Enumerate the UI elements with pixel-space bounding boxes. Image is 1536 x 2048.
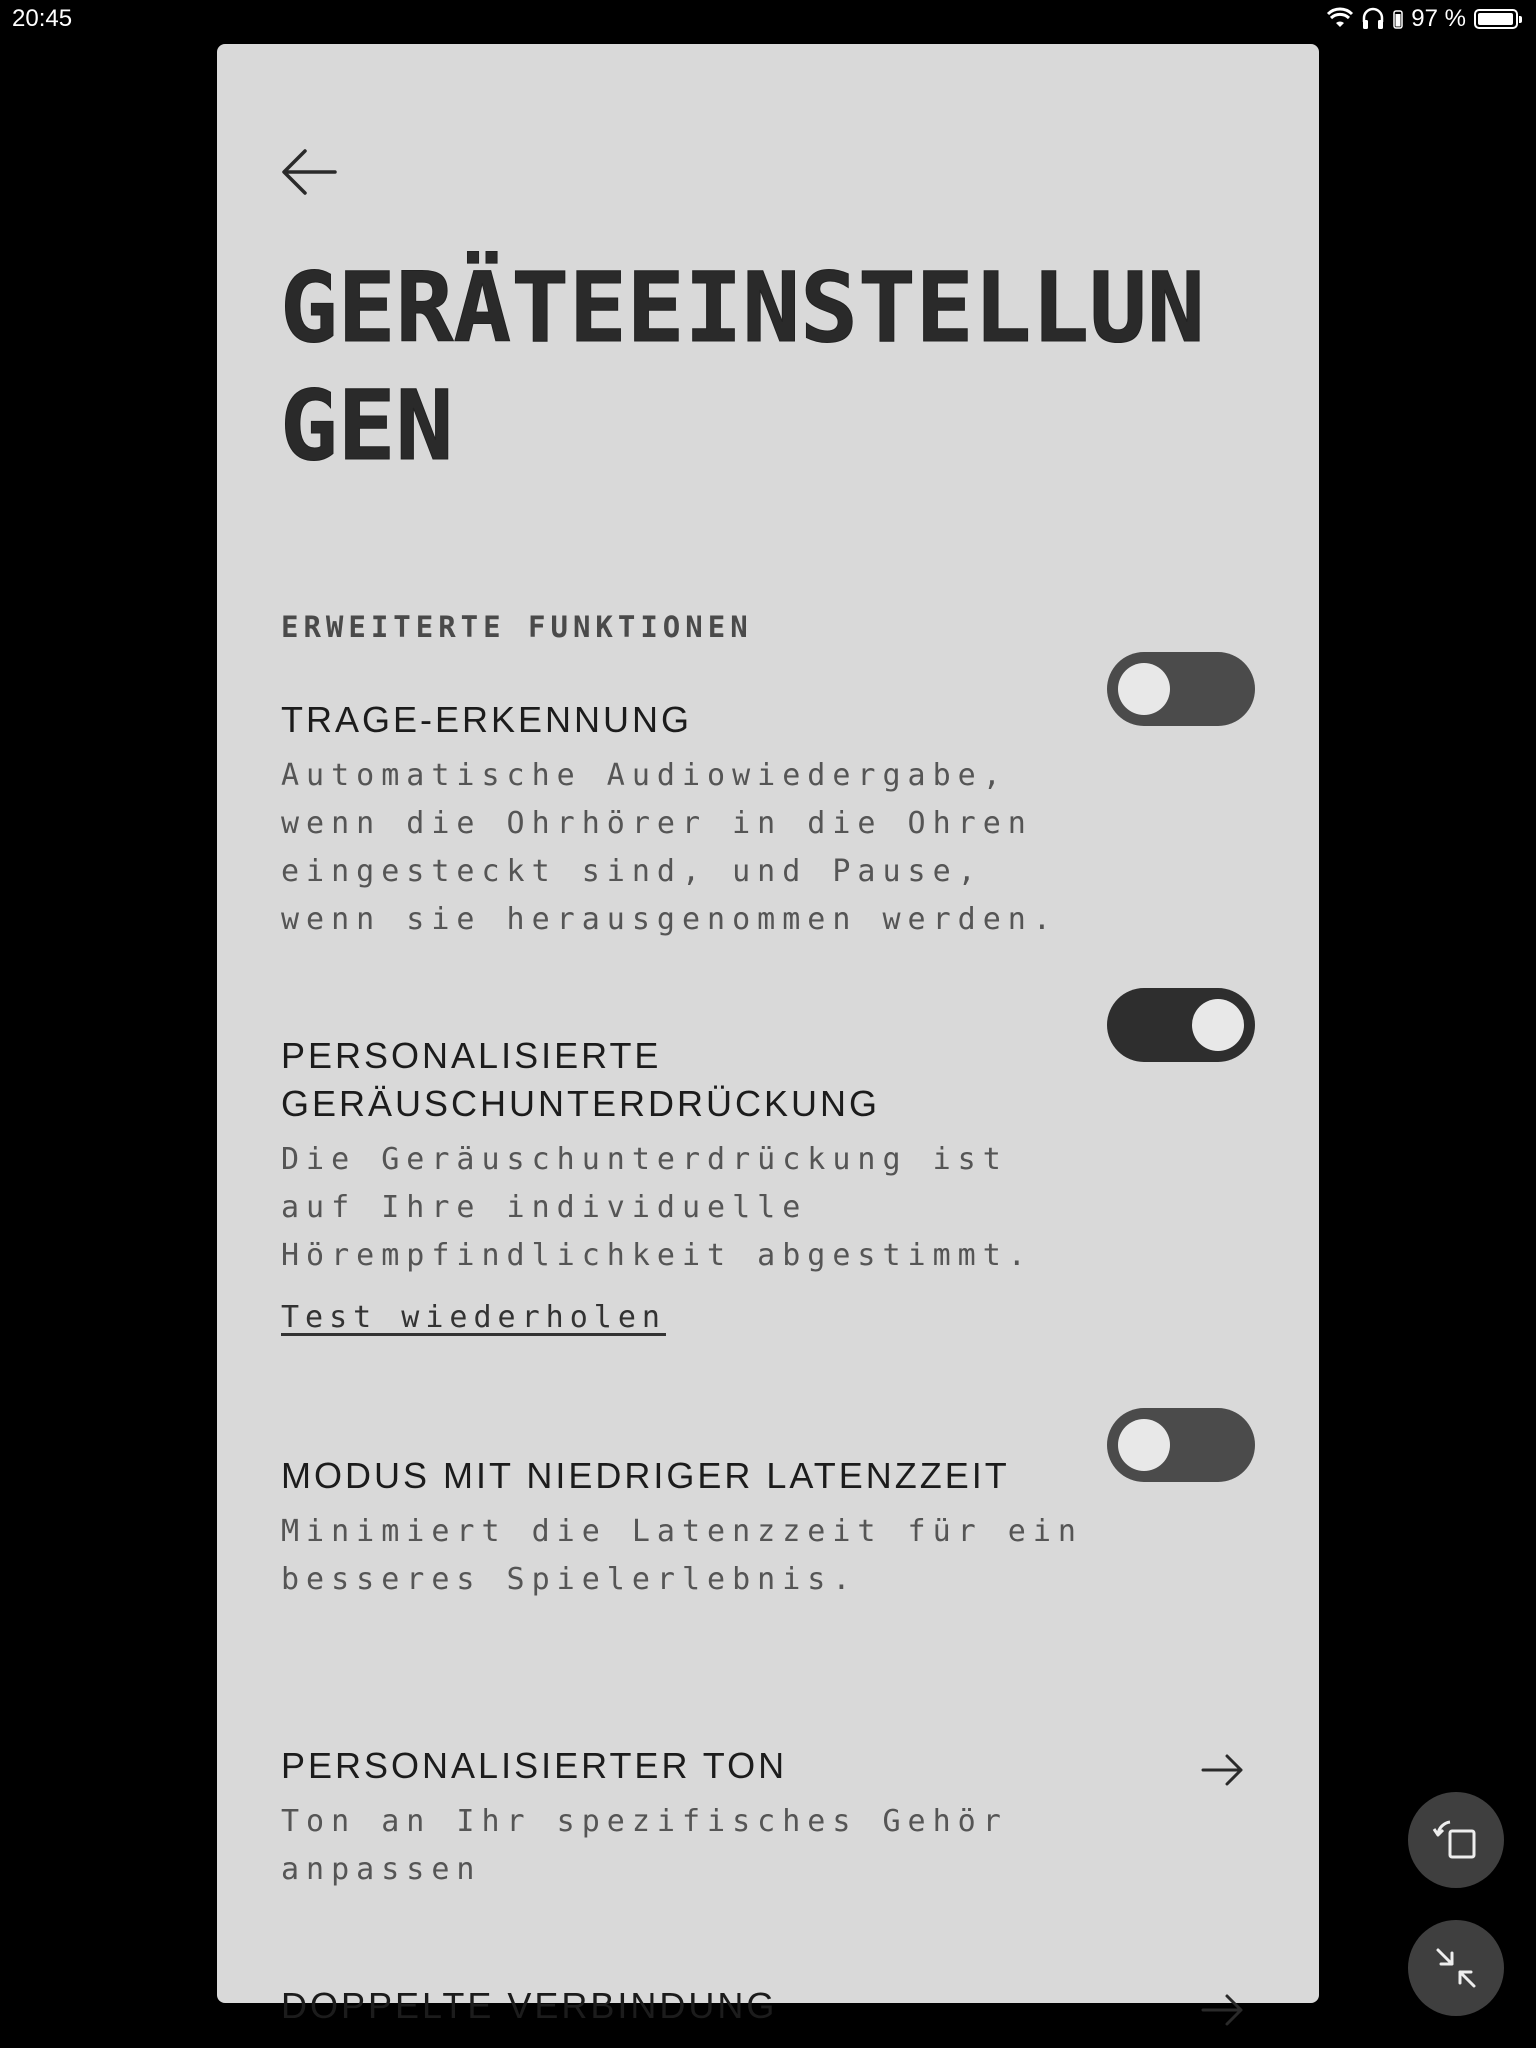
toggle-knob	[1118, 663, 1170, 715]
battery-icon	[1474, 9, 1518, 29]
page-title: GERÄTEEINSTELLUNGEN	[280, 252, 1205, 482]
arrow-right-icon[interactable]	[1199, 1986, 1247, 2034]
setting-title: DOPPELTE VERBINDUNG	[281, 1985, 778, 2026]
setting-description: Die Geräuschunterdrückung ist auf Ihre individuelle Hörempfindlichkeit abgestimmt.	[281, 1142, 1033, 1273]
setting-doppelte-verbindung[interactable]	[281, 1982, 1281, 2030]
section-header: ERWEITERTE FUNKTIONEN	[281, 610, 753, 644]
test-wiederholen-link[interactable]: Test wiederholen	[281, 1300, 666, 1335]
setting-description: Automatische Audiowiedergabe, wenn die Ohrhörer in die Ohren eingesteckt sind, und Pause, wenn sie herausgenommen werden.	[281, 758, 1058, 937]
setting-title: MODUS MIT NIEDRIGER LATENZZEIT	[281, 1455, 1010, 1496]
niedrige-latenzzeit-toggle[interactable]	[1107, 1408, 1255, 1482]
setting-description: Ton an Ihr spezifisches Gehör anpassen	[281, 1804, 1008, 1887]
rotate-screen-button[interactable]	[1408, 1792, 1504, 1888]
back-button[interactable]	[277, 140, 341, 204]
setting-personalisierte-geraeuschunterdrueckung	[281, 1032, 1281, 1335]
setting-title: PERSONALISIERTER TON	[281, 1745, 788, 1786]
minimize-window-button[interactable]	[1408, 1920, 1504, 2016]
arrow-left-icon	[277, 140, 341, 204]
wifi-icon	[1327, 9, 1353, 29]
settings-panel	[217, 44, 1319, 2026]
minimize-window-icon	[1430, 1942, 1482, 1994]
toggle-knob	[1192, 999, 1244, 1051]
setting-title: PERSONALISIERTE GERÄUSCHUNTERDRÜCKUNG	[281, 1035, 881, 1124]
rotate-screen-icon	[1430, 1814, 1482, 1866]
status-bar	[0, 0, 1536, 42]
arrow-right-icon[interactable]	[1199, 1746, 1247, 1794]
battery-percent: 97 %	[1411, 5, 1466, 32]
setting-title: TRAGE-ERKENNUNG	[281, 699, 693, 740]
trage-erkennung-toggle[interactable]	[1107, 652, 1255, 726]
setting-description: Minimiert die Latenzzeit für ein besseres Spielerlebnis.	[281, 1514, 1083, 1597]
status-time: 20:45	[12, 5, 73, 32]
battery-fill	[1478, 13, 1513, 25]
setting-trage-erkennung	[281, 696, 1281, 944]
setting-personalisierter-ton[interactable]	[281, 1742, 1281, 1894]
toggle-knob	[1118, 1419, 1170, 1471]
earbud-battery-icon	[1393, 9, 1403, 29]
status-icons	[1327, 5, 1518, 33]
headphones-icon	[1361, 8, 1385, 30]
geraeuschunterdrueckung-toggle[interactable]	[1107, 988, 1255, 1062]
